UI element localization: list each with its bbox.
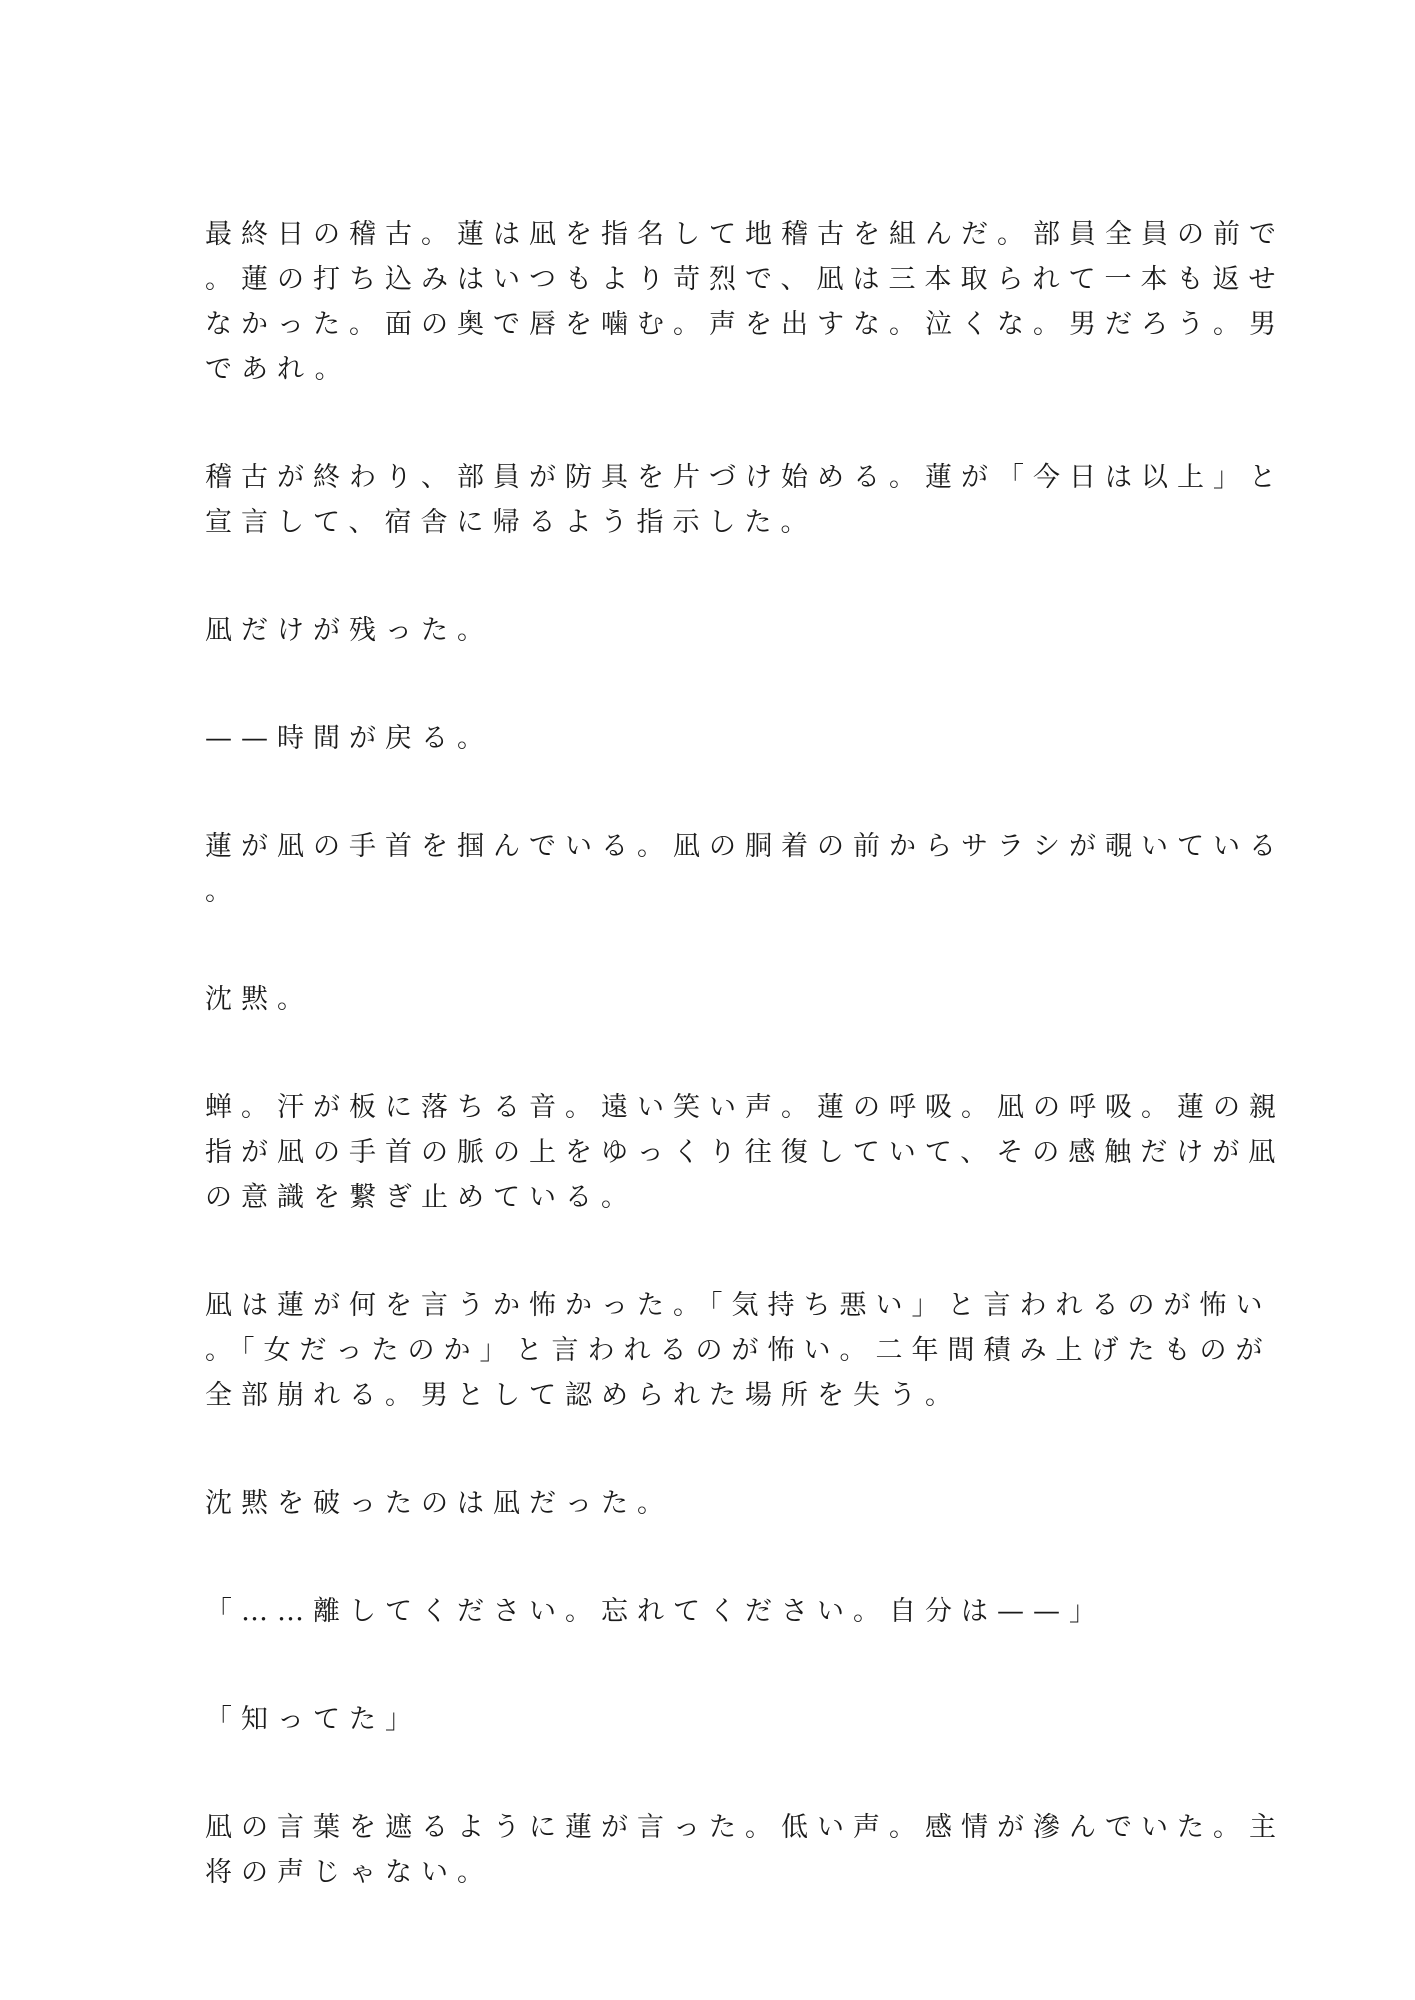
paragraph [205, 1805, 1285, 1895]
paragraph-gap [205, 545, 1205, 608]
text-line: なかった。面の奥で唇を噛む。声を出すな。泣くな。男だろう。男 [205, 309, 1285, 340]
paragraph-gap [205, 914, 1205, 977]
text-line: 。 [205, 876, 241, 907]
paragraph [205, 608, 1205, 653]
text-line: 指が凪の手首の脈の上をゆっくり往復していて、その感触だけが凪 [205, 1137, 1285, 1168]
text-line: 蓮が凪の手首を掴んでいる。凪の胴着の前からサラシが覗いている [205, 831, 1285, 862]
paragraph-gap [205, 1526, 1205, 1589]
text-line: 全部崩れる。男として認められた場所を失う。 [205, 1380, 961, 1411]
paragraph-gap [205, 653, 1205, 716]
text-line: であれ。 [205, 354, 351, 385]
text-line: ——時間が戻る。 [205, 723, 493, 754]
text-line: 将の声じゃない。 [205, 1857, 493, 1888]
paragraph-gap [205, 1022, 1205, 1085]
paragraph [205, 1589, 1205, 1634]
text-line: 。蓮の打ち込みはいつもより苛烈で、凪は三本取られて一本も返せ [205, 264, 1285, 295]
text-line: 「知ってた」 [205, 1704, 421, 1735]
paragraph-gap [205, 1220, 1205, 1283]
paragraph [205, 1283, 1272, 1418]
document-body [205, 212, 1285, 1895]
paragraph [205, 716, 1205, 761]
text-line: 。「女だったのか」と言われるのが怖い。二年間積み上げたものが [205, 1335, 1272, 1366]
text-line: の意識を繋ぎ止めている。 [205, 1182, 637, 1213]
paragraph [205, 212, 1285, 392]
text-line: 「……離してください。忘れてください。自分は——」 [205, 1596, 1105, 1627]
paragraph-gap [205, 1634, 1205, 1697]
paragraph-gap [205, 392, 1205, 455]
text-line: 蝉。汗が板に落ちる音。遠い笑い声。蓮の呼吸。凪の呼吸。蓮の親 [205, 1092, 1285, 1123]
text-line: 宣言して、宿舎に帰るよう指示した。 [205, 507, 817, 538]
paragraph [205, 455, 1285, 545]
paragraph-gap [205, 1418, 1205, 1481]
paragraph-gap [205, 761, 1205, 824]
paragraph [205, 1085, 1285, 1220]
paragraph [205, 977, 1205, 1022]
text-line: 沈黙。 [205, 984, 313, 1015]
text-line: 最終日の稽古。蓮は凪を指名して地稽古を組んだ。部員全員の前で [205, 219, 1285, 250]
paragraph [205, 824, 1285, 914]
paragraph-gap [205, 1742, 1205, 1805]
paragraph [205, 1697, 1205, 1742]
text-line: 凪は蓮が何を言うか怖かった。「気持ち悪い」と言われるのが怖い [205, 1290, 1272, 1321]
text-line: 沈黙を破ったのは凪だった。 [205, 1488, 673, 1519]
text-line: 稽古が終わり、部員が防具を片づけ始める。蓮が「今日は以上」と [205, 462, 1285, 493]
text-line: 凪の言葉を遮るように蓮が言った。低い声。感情が滲んでいた。主 [205, 1812, 1285, 1843]
paragraph [205, 1481, 1205, 1526]
text-line: 凪だけが残った。 [205, 615, 493, 646]
